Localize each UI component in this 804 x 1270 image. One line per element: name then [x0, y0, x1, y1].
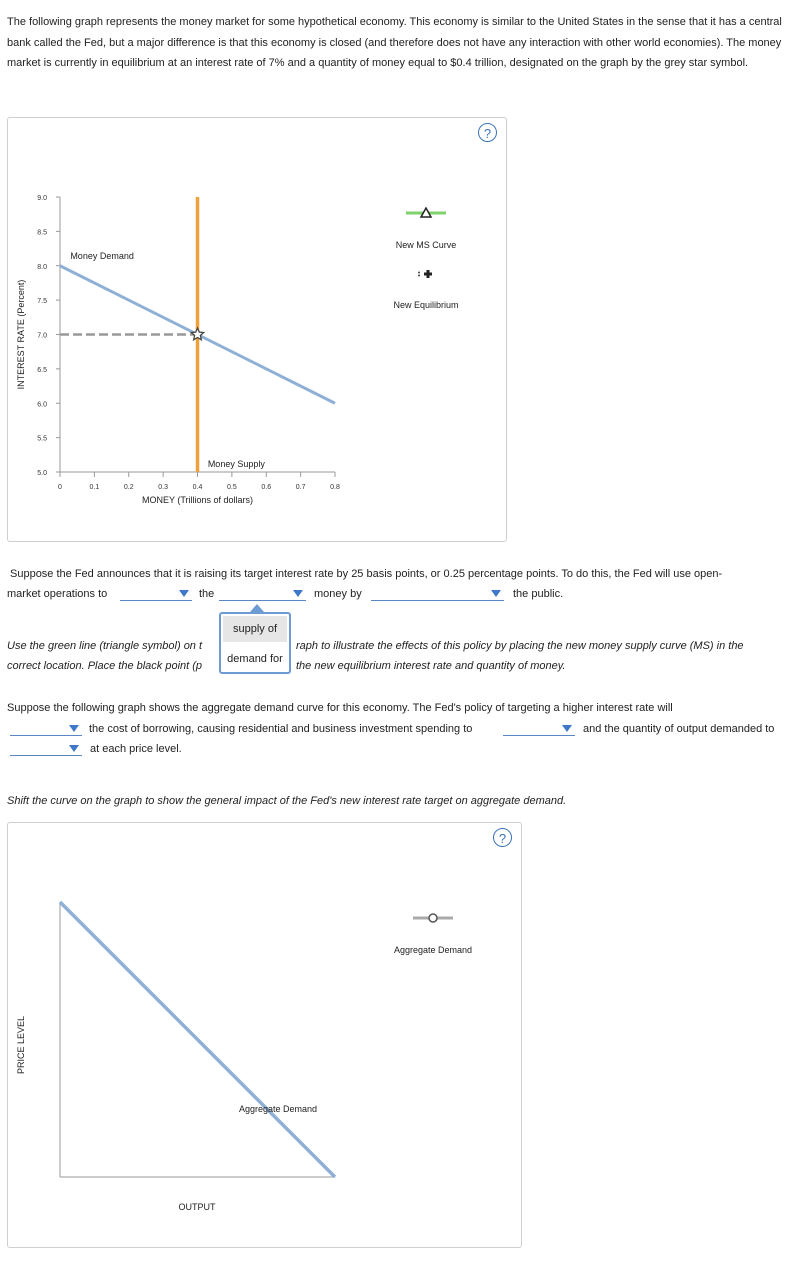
q3-text-a: Suppose the following graph shows the aggregate demand curve for this economy. The Fed's policy of targeting a higher interest rate will	[7, 702, 673, 714]
ad-legend-label: Aggregate Demand	[393, 945, 473, 955]
circle-icon[interactable]	[429, 914, 437, 922]
x-tick-label: 0.2	[123, 484, 134, 491]
y-tick-label: 5.0	[37, 470, 47, 477]
q4-text: Shift the curve on the graph to show the general impact of the Fed's new interest rate target on aggregate demand.	[7, 795, 567, 807]
y-axis-label: PRICE LEVEL	[16, 1015, 26, 1075]
y-tick-label: 6.5	[37, 366, 47, 374]
y-tick-label: 8.5	[37, 229, 47, 237]
x-tick-label: 0.6	[261, 484, 272, 491]
y-tick-label: 7.0	[37, 332, 47, 340]
y-tick-label: 7.5	[37, 298, 47, 306]
y-tick-label: 8.0	[37, 263, 47, 271]
q1-the-public: the public.	[513, 588, 564, 600]
y-tick-label: 6.0	[37, 401, 47, 409]
new-ms-legend-label: New MS Curve	[395, 240, 457, 250]
x-tick-label: 0.1	[89, 484, 100, 491]
q2-text-a: Use the green line (triangle symbol) on t	[7, 640, 203, 652]
aggregate-demand-curve-label: Aggregate Demand	[238, 1104, 318, 1114]
x-tick-label: 0.7	[295, 484, 306, 491]
x-axis-label: MONEY (Trillions of dollars)	[141, 495, 254, 505]
help-icon[interactable]: ?	[478, 123, 497, 142]
x-axis-label: OUTPUT	[178, 1202, 216, 1212]
help-icon[interactable]: ?	[493, 828, 512, 847]
option-supply-of[interactable]: supply of	[223, 616, 287, 642]
y-tick-label: 9.0	[37, 195, 47, 202]
x-tick-label: 0.5	[227, 484, 237, 491]
q2-text-b: raph to illustrate the effects of this policy by placing the new money supply curve (MS) in the	[296, 640, 744, 652]
q1-text-b: market operations to	[7, 588, 108, 600]
q1-money-by: money by	[314, 588, 362, 600]
x-tick-label: 0.4	[192, 484, 203, 491]
money-supply-label: Money Supply	[207, 459, 265, 469]
q2-text-c: correct location. Place the black point (p	[7, 660, 203, 672]
x-tick-label: 0.8	[330, 484, 340, 491]
new-equilibrium-legend-label: New Equilibrium	[393, 300, 459, 310]
q3-text-c: and the quantity of output demanded to	[583, 723, 775, 735]
intro-text: The following graph represents the money market for some hypothetical economy. This economy is similar to the United States in the sense that it has a central bank called the Fed, but a major difference is that this economy is closed (and therefore does not have any interaction with other world economies). The money market is currently in equilibrium at an interest rate of 7% and a quantity of money equal to $0.4 trillion, designated on the graph by the grey star symbol.	[7, 16, 782, 69]
q3-text-b: the cost of borrowing, causing residential and business investment spending to	[89, 723, 473, 735]
q2-text-d: the new equilibrium interest rate and quantity of money.	[296, 660, 566, 672]
y-tick-label: 5.5	[37, 435, 47, 443]
option-demand-for[interactable]: demand for	[227, 653, 283, 665]
q1-the: the	[199, 588, 215, 600]
q1-text: Suppose the Fed announces that it is raising its target interest rate by 25 basis points, or 0.25 percentage points. To do this, the Fed will use open-	[10, 568, 723, 580]
x-tick-label: 0.3	[158, 484, 168, 491]
x-tick-label: 0	[58, 484, 62, 491]
aggregate-demand-curve[interactable]	[60, 902, 335, 1177]
y-axis-label: INTEREST RATE (Percent)	[16, 279, 26, 390]
money-demand-label: Money Demand	[70, 250, 134, 261]
q3-text-d: at each price level.	[90, 743, 182, 755]
